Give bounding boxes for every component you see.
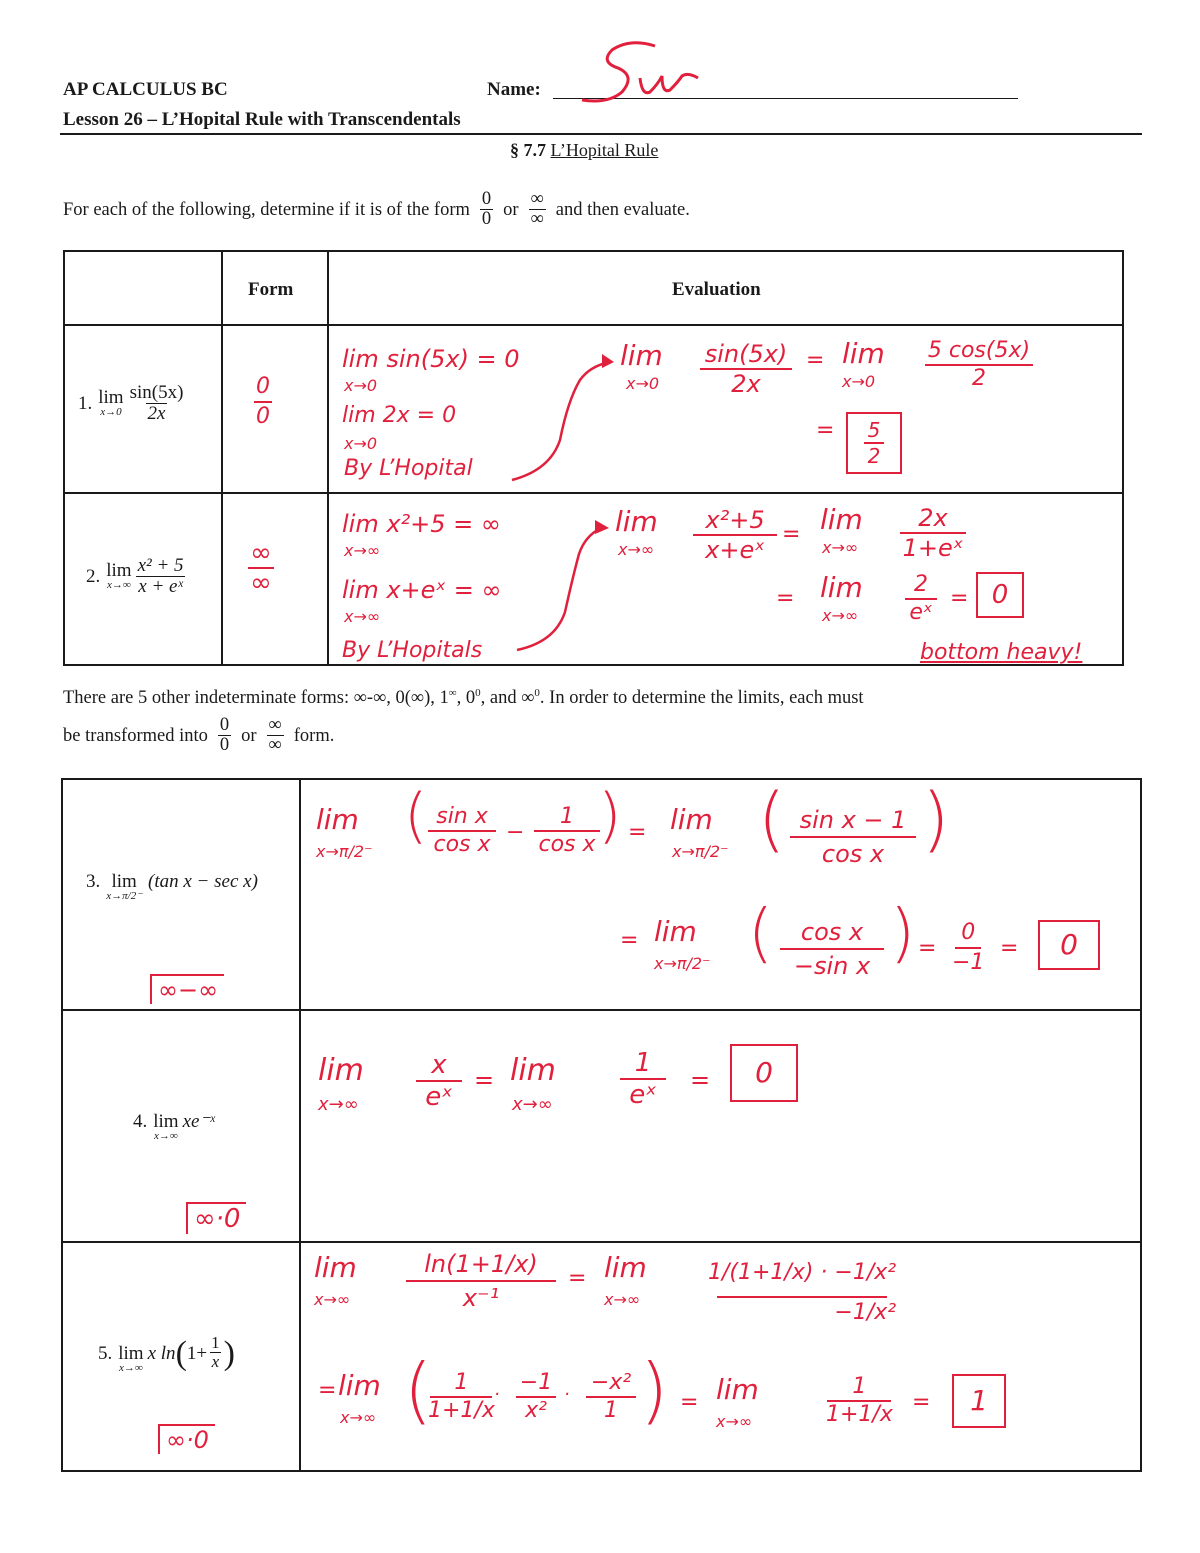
r5-frac-d: −1 x² [516, 1372, 556, 1422]
lesson-title: Lesson 26 – L’Hopital Rule with Transcendentals [63, 109, 461, 130]
answer-1: 5 2 [846, 412, 902, 474]
instructions-tail: and then evaluate. [555, 199, 690, 220]
r5-frac-a: ln(1+1/x) x⁻¹ [406, 1252, 556, 1310]
transform-text: be transformed into $\frac{0}{0}$ or $\frac{\infty}{\infty}$ form. [63, 715, 335, 756]
problem-3: 3. lim x→π/2⁻ (tan x − sec x) [86, 871, 258, 902]
header-rule [60, 133, 1142, 135]
answer-4: 0 [730, 1044, 798, 1102]
section-heading [510, 141, 658, 159]
problem-5: 5. lim x→∞ x ln ( 1+ $\frac{1}{x}$ ) [98, 1333, 235, 1374]
form-1: 0 0 [256, 374, 270, 429]
problem-2: 2. lim x→∞ $\frac{\text{x² + 5}}{\text{x + eˣ}}$ [86, 555, 184, 597]
answer-2: 0 [976, 572, 1024, 618]
answer-3: 0 [1038, 920, 1100, 970]
r1-c-frac: 5 cos(5x) 2 [925, 340, 1033, 390]
r5-frac-f: 1 1+1/x [826, 1374, 893, 1427]
instructions-or: or [503, 199, 519, 220]
problem-1: 1. lim x→0 $\frac{\sin(5x)}{2x}$ [78, 382, 184, 424]
r3-frac-d: cos x −sin x [780, 920, 884, 978]
r5-frac-e: −x² 1 [586, 1372, 636, 1422]
form-3: ∞−∞ [150, 974, 224, 1004]
evaluation-header: Evaluation [672, 279, 761, 300]
course-title: AP CALCULUS BC [63, 79, 228, 100]
r1-a2: lim 2x = 0 [342, 403, 457, 428]
r2-a1: lim x²+5 = ∞ [342, 510, 501, 538]
r3-frac-c: sin x − 1 cos x [790, 808, 916, 866]
arrow-1 [510, 350, 620, 490]
r1-a1: lim sin(5x) = 0 [342, 345, 520, 373]
problem-4: 4. lim x→∞ xe⁻ˣ [133, 1111, 215, 1142]
r2-note: bottom heavy! [920, 640, 1083, 665]
form-5: ∞·0 [158, 1424, 215, 1454]
r2-b-frac: x²+5 x+eˣ [693, 508, 777, 562]
indeterminate-forms-text: There are 5 other indeterminate forms: ∞-∞, 0(∞), 1∞, $0^0$, and ∞$^0$. In order to determine the limits, each must [63, 687, 864, 709]
r5-frac-c: 1 1+1/x [428, 1370, 495, 1423]
name-label: Name: [487, 79, 541, 100]
r2-a2: lim x+eˣ = ∞ [342, 576, 502, 604]
r3-frac-a: sin x cos x [428, 806, 496, 856]
answer-5: 1 [952, 1374, 1006, 1428]
signature [570, 38, 720, 110]
r4-frac-b: 1 eˣ [620, 1050, 666, 1108]
signature-text: Su [570, 38, 572, 39]
r1-b-frac: sin(5x) 2x [700, 342, 792, 396]
r3-frac-e: 0 −1 [952, 920, 985, 975]
r5-frac-b: 1/(1+1/x) · −1/x² −1/x² [708, 1260, 897, 1325]
section-title: L’Hopital Rule [550, 140, 659, 160]
section-number: § 7.7 [510, 140, 546, 160]
r2-c-frac: 2x 1+eˣ [900, 506, 966, 560]
form-2: ∞ ∞ [248, 540, 274, 596]
arrow-2 [515, 516, 615, 656]
r3-frac-b: 1 cos x [534, 806, 600, 856]
r2-d-frac: 2 eˣ [905, 574, 937, 624]
instructions-lead: For each of the following, determine if it is of the form [63, 199, 470, 220]
r4-frac-a: x eˣ [416, 1052, 462, 1110]
instructions: For each of the following, determine if it is of the form $\frac{0}{0}$ or $\frac{\infty}{\infty}$ and then evaluate. [63, 189, 690, 230]
r2-a3: By L’Hopitals [342, 638, 483, 663]
r1-a3: By L’Hopital [344, 456, 473, 481]
form-header: Form [248, 279, 294, 300]
form-4: ∞·0 [186, 1202, 246, 1234]
